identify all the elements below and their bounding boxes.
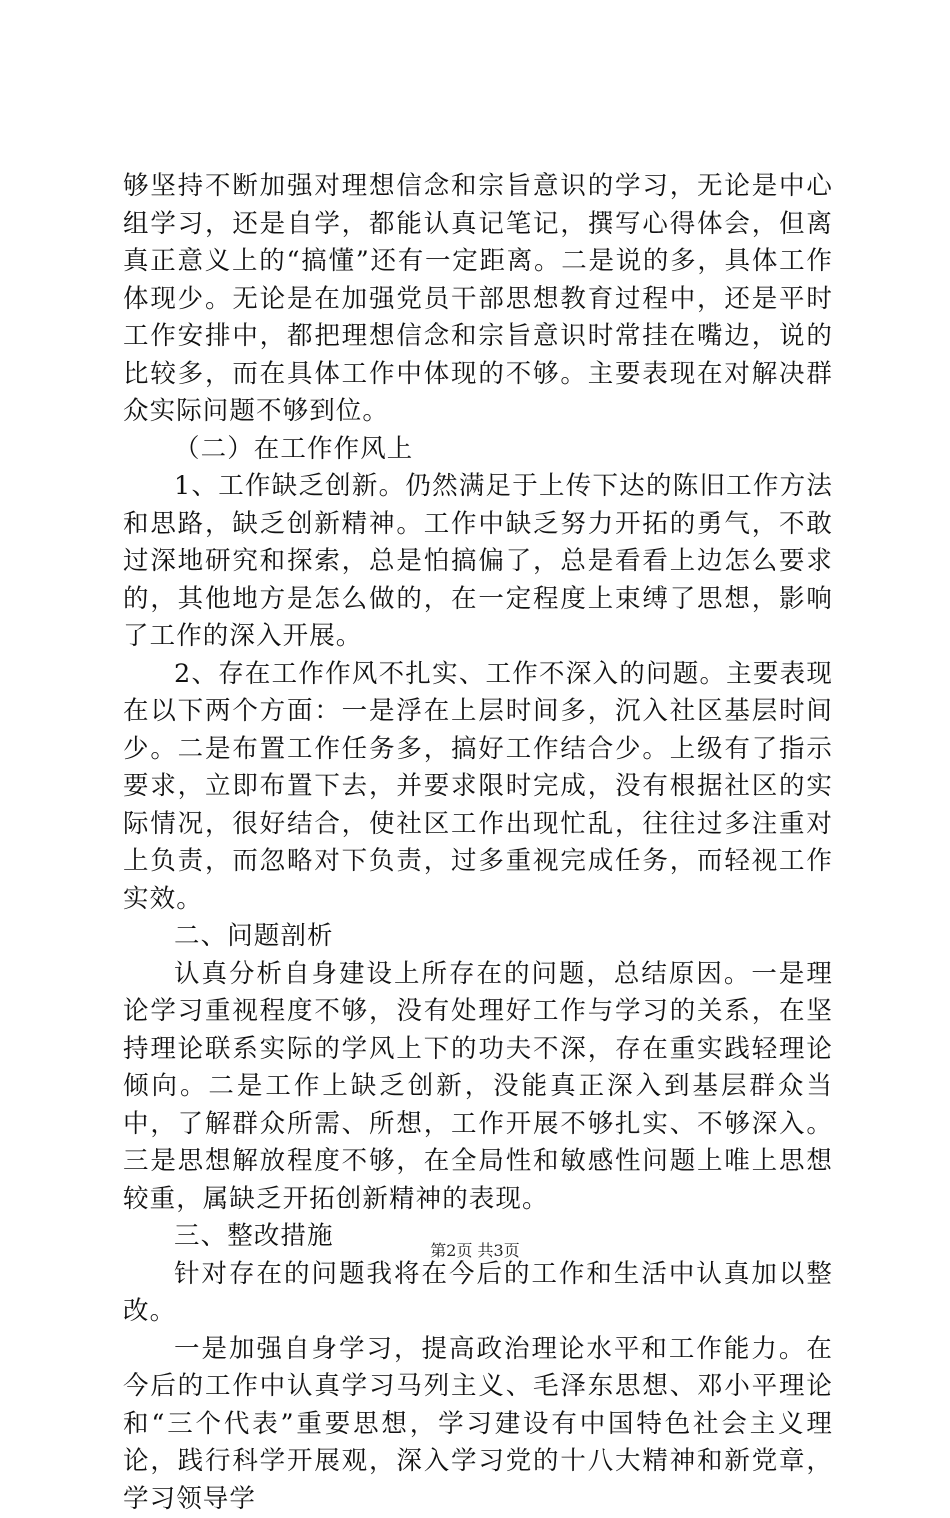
section-heading-problem-analysis: 二、问题剖析 [123,918,833,956]
page-number-footer: 第2页 共3页 [0,1241,950,1261]
paragraph-problem-analysis: 认真分析自身建设上所存在的问题，总结原因。一是理论学习重视程度不够，没有处理好工作与学习的关系，在坚持理论联系实际的学风上下的功夫不深，存在重实践轻理论倾向。二是工作上缺乏创新，没能真正深入到基层群众当中，了解群众所需、所想，工作开展不够扎实、不够深入。三是思想解放程度不够，在全局性和敏感性问题上唯上思想较重，属缺乏开拓创新精神的表现。 [123,956,833,1219]
paragraph-rectification-intro: 针对存在的问题我将在今后的工作和生活中认真加以整改。 [123,1256,833,1331]
document-body [123,168,833,1518]
paragraph-item-1: 1、工作缺乏创新。仍然满足于上传下达的陈旧工作方法和思路，缺乏创新精神。工作中缺乏努力开拓的勇气，不敢过深地研究和探索，总是怕搞偏了，总是看看上边怎么要求的，其他地方是怎么做的，在一定程度上束缚了思想，影响了工作的深入开展。 [123,468,833,656]
section-heading-rectification: 三、整改措施 [123,1218,833,1256]
paragraph-continuation: 够坚持不断加强对理想信念和宗旨意识的学习，无论是中心组学习，还是自学，都能认真记笔记，撰写心得体会，但离真正意义上的“搞懂”还有一定距离。二是说的多，具体工作体现少。无论是在加强党员干部思想教育过程中，还是平时工作安排中，都把理想信念和宗旨意识时常挂在嘴边，说的比较多，而在具体工作中体现的不够。主要表现在对解决群众实际问题不够到位。 [123,168,833,431]
paragraph-rectification-1: 一是加强自身学习，提高政治理论水平和工作能力。在今后的工作中认真学习马列主义、毛泽东思想、邓小平理论和“三个代表”重要思想，学习建设有中国特色社会主义理论，践行科学开展观，深入学习党的十八大精神和新党章，学习领导学 [123,1331,833,1518]
paragraph-item-2: 2、存在工作作风不扎实、工作不深入的问题。主要表现在以下两个方面：一是浮在上层时间多，沉入社区基层时间少。二是布置工作任务多，搞好工作结合少。上级有了指示要求，立即布置下去，并要求限时完成，没有根据社区的实际情况，很好结合，使社区工作出现忙乱，往往过多注重对上负责，而忽略对下负责，过多重视完成任务，而轻视工作实效。 [123,656,833,919]
section-heading-work-style: （二）在工作作风上 [123,431,833,469]
